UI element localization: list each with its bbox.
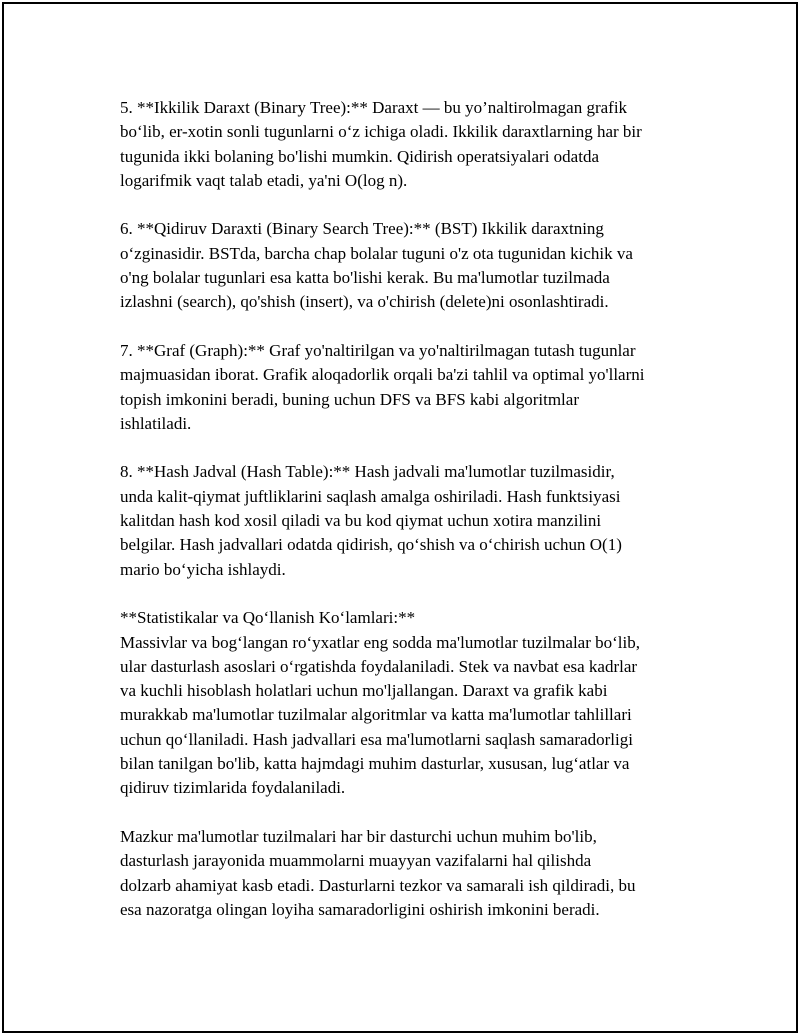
paragraph-binary-search-tree: 6. **Qidiruv Daraxti (Binary Search Tree):** (BST) Ikkilik daraxtning o‘zginasidir. BSTda, barcha chap bolalar tuguni o'z ota tugunidan kichik va o'ng bolalar tugunlari esa katta bo'lishi kerak. Bu ma'lumotlar tuzilmada izlashni (search), qo'shish (insert), va o'chirish (delete)ni osonlashtiradi. [120,219,633,312]
paragraph-hash-table: 8. **Hash Jadval (Hash Table):** Hash jadvali ma'lumotlar tuzilmasidir, unda kalit-qiymat juftliklarini saqlash amalga oshiriladi. Hash funktsiyasi kalitdan hash kod xosil qiladi va bu kod qiymat uchun xotira manzilini belgilar. Hash jadvallari odatda qidirish, qo‘shish va o‘chirish uchun O(1) mario bo‘yicha ishlaydi. [120,462,622,579]
paragraph-binary-tree: 5. **Ikkilik Daraxt (Binary Tree):** Daraxt — bu yo’naltirolmagan grafik bo‘lib, er-xotin sonli tugunlarni o‘z ichiga oladi. Ikkilik daraxtlarning har bir tugunida ikki bolaning bo'lishi mumkin. Qidirish operatsiyalari odatda logarifmik vaqt talab etadi, ya'ni O(log n). [120,98,642,190]
document-body [120,96,710,946]
page-frame [2,2,798,1033]
paragraph-conclusion: Mazkur ma'lumotlar tuzilmalari har bir dasturchi uchun muhim bo'lib, dasturlash jarayonida muammolarni muayyan vazifalarni hal qilishda dolzarb ahamiyat kasb etadi. Dasturlarni tezkor va samarali ish qildiradi, bu esa nazoratga olingan loyiha samaradorligini oshirish imkonini beradi. [120,826,636,919]
paragraph-statistics: **Statistikalar va Qo‘llanish Ko‘lamlari:** Massivlar va bog‘langan ro‘yxatlar eng sodda ma'lumotlar tuzilmalar bo‘lib, ular dasturlash asoslari o‘rgatishda foydalaniladi. Stek va navbat esa kadrlar va kuchli hisoblash holatlari uchun mo'ljallangan. Daraxt va grafik kabi murakkab ma'lumotlar tuzilmalar algoritmlar va katta ma'lumotlar tahlillari uchun qo‘llaniladi. Hash jadvallari esa ma'lumotlarni saqlash samaradorligi bilan tanilgan bo'lib, katta hajmdagi muhim dasturlar, xususan, lug‘atlar va qidiruv tizimlarida foydalaniladi. [120,608,640,798]
paragraph-graph: 7. **Graf (Graph):** Graf yo'naltirilgan va yo'naltirilmagan tutash tugunlar majmuasidan iborat. Grafik aloqadorlik orqali ba'zi tahlil va optimal yo'llarni topish imkonini beradi, buning uchun DFS va BFS kabi algoritmlar ishlatiladi. [120,340,645,433]
